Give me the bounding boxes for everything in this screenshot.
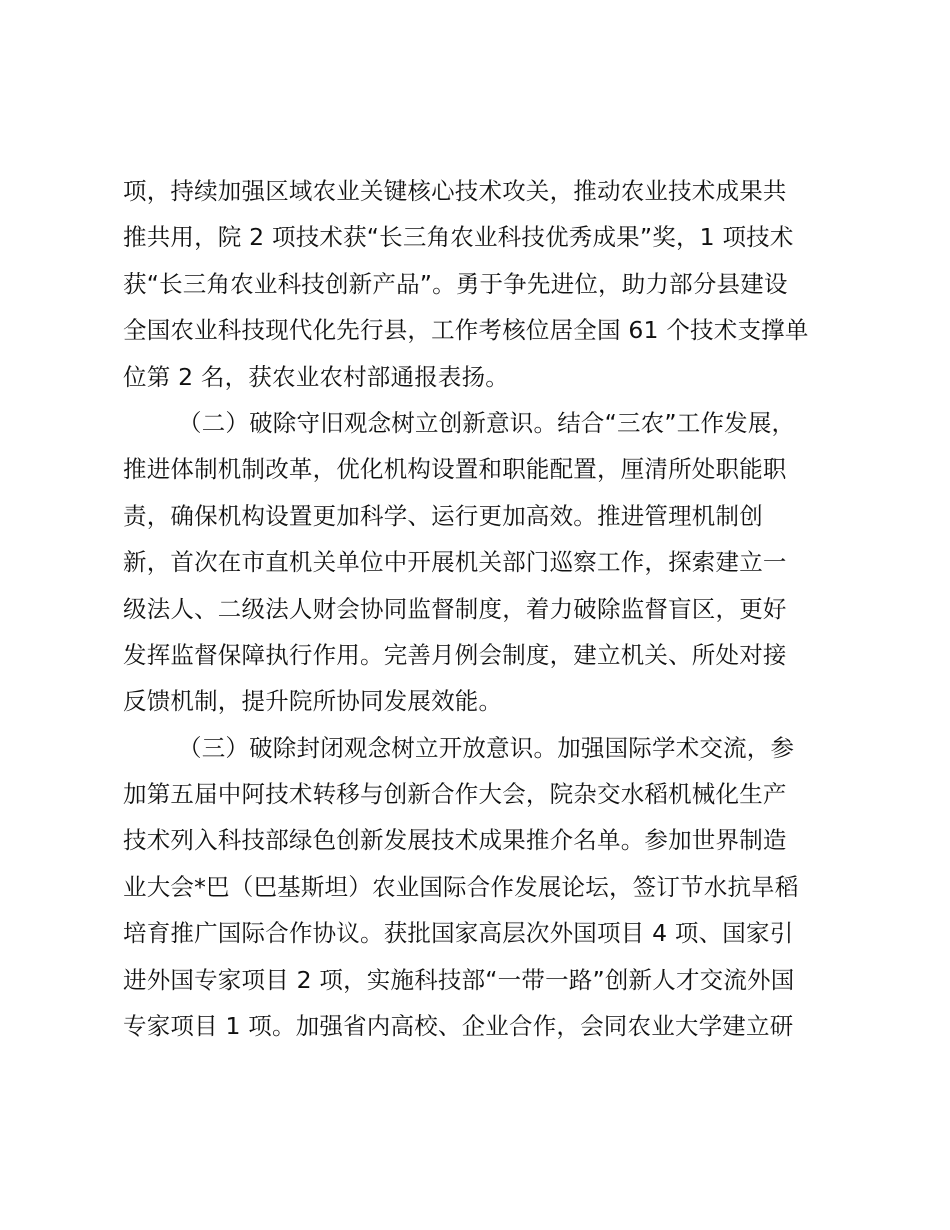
section-heading-line: （二）破除守旧观念树立创新意识。结合“三农”工作发展， <box>178 408 796 437</box>
text-line: 推进体制机制改革，优化机构设置和职能配置，厘清所处职能职 <box>123 455 787 484</box>
text-line: 进外国专家项目 2 项，实施科技部“一带一路”创新人才交流外国 <box>123 965 795 994</box>
text-line: 业大会*巴（巴基斯坦）农业国际合作发展论坛，签订节水抗旱稻 <box>123 872 799 901</box>
text-line: 责，确保机构设置更加科学、运行更加高效。推进管理机制创 <box>123 501 763 530</box>
text-line: 获“长三角农业科技创新产品”。勇于争先进位，助力部分县建设 <box>123 269 788 298</box>
text-line: 新，首次在市直机关单位中开展机关部门巡察工作，探索建立一 <box>123 548 787 577</box>
text-line: 项，持续加强区域农业关键核心技术攻关，推动农业技术成果共 <box>123 177 787 205</box>
text-line: 全国农业科技现代化先行县，工作考核位居全国 61 个技术支撑单 <box>123 316 809 345</box>
text-line: 推共用，院 2 项技术获“长三角农业科技优秀成果”奖，1 项技术 <box>123 223 794 252</box>
body-text <box>123 168 843 1049</box>
section-heading-line: （三）破除封闭观念树立开放意识。加强国际学术交流，参 <box>178 733 795 762</box>
text-line: 级法人、二级法人财会协同监督制度，着力破除监督盲区，更好 <box>123 594 787 623</box>
text-line: 位第 2 名，获农业农村部通报表扬。 <box>123 362 509 391</box>
text-line: 加第五届中阿技术转移与创新合作大会，院杂交水稻机械化生产 <box>123 780 787 809</box>
text-line: 发挥监督保障执行作用。完善月例会制度，建立机关、所处对接 <box>123 640 787 669</box>
text-line: 技术列入科技部绿色创新发展技术成果推介名单。参加世界制造 <box>123 826 787 855</box>
text-line: 培育推广国际合作协议。获批国家高层次外国项目 4 项、国家引 <box>123 919 794 948</box>
text-line: 专家项目 1 项。加强省内高校、企业合作，会同农业大学建立研 <box>123 1012 794 1041</box>
text-line: 反馈机制，提升院所协同发展效能。 <box>123 687 503 716</box>
